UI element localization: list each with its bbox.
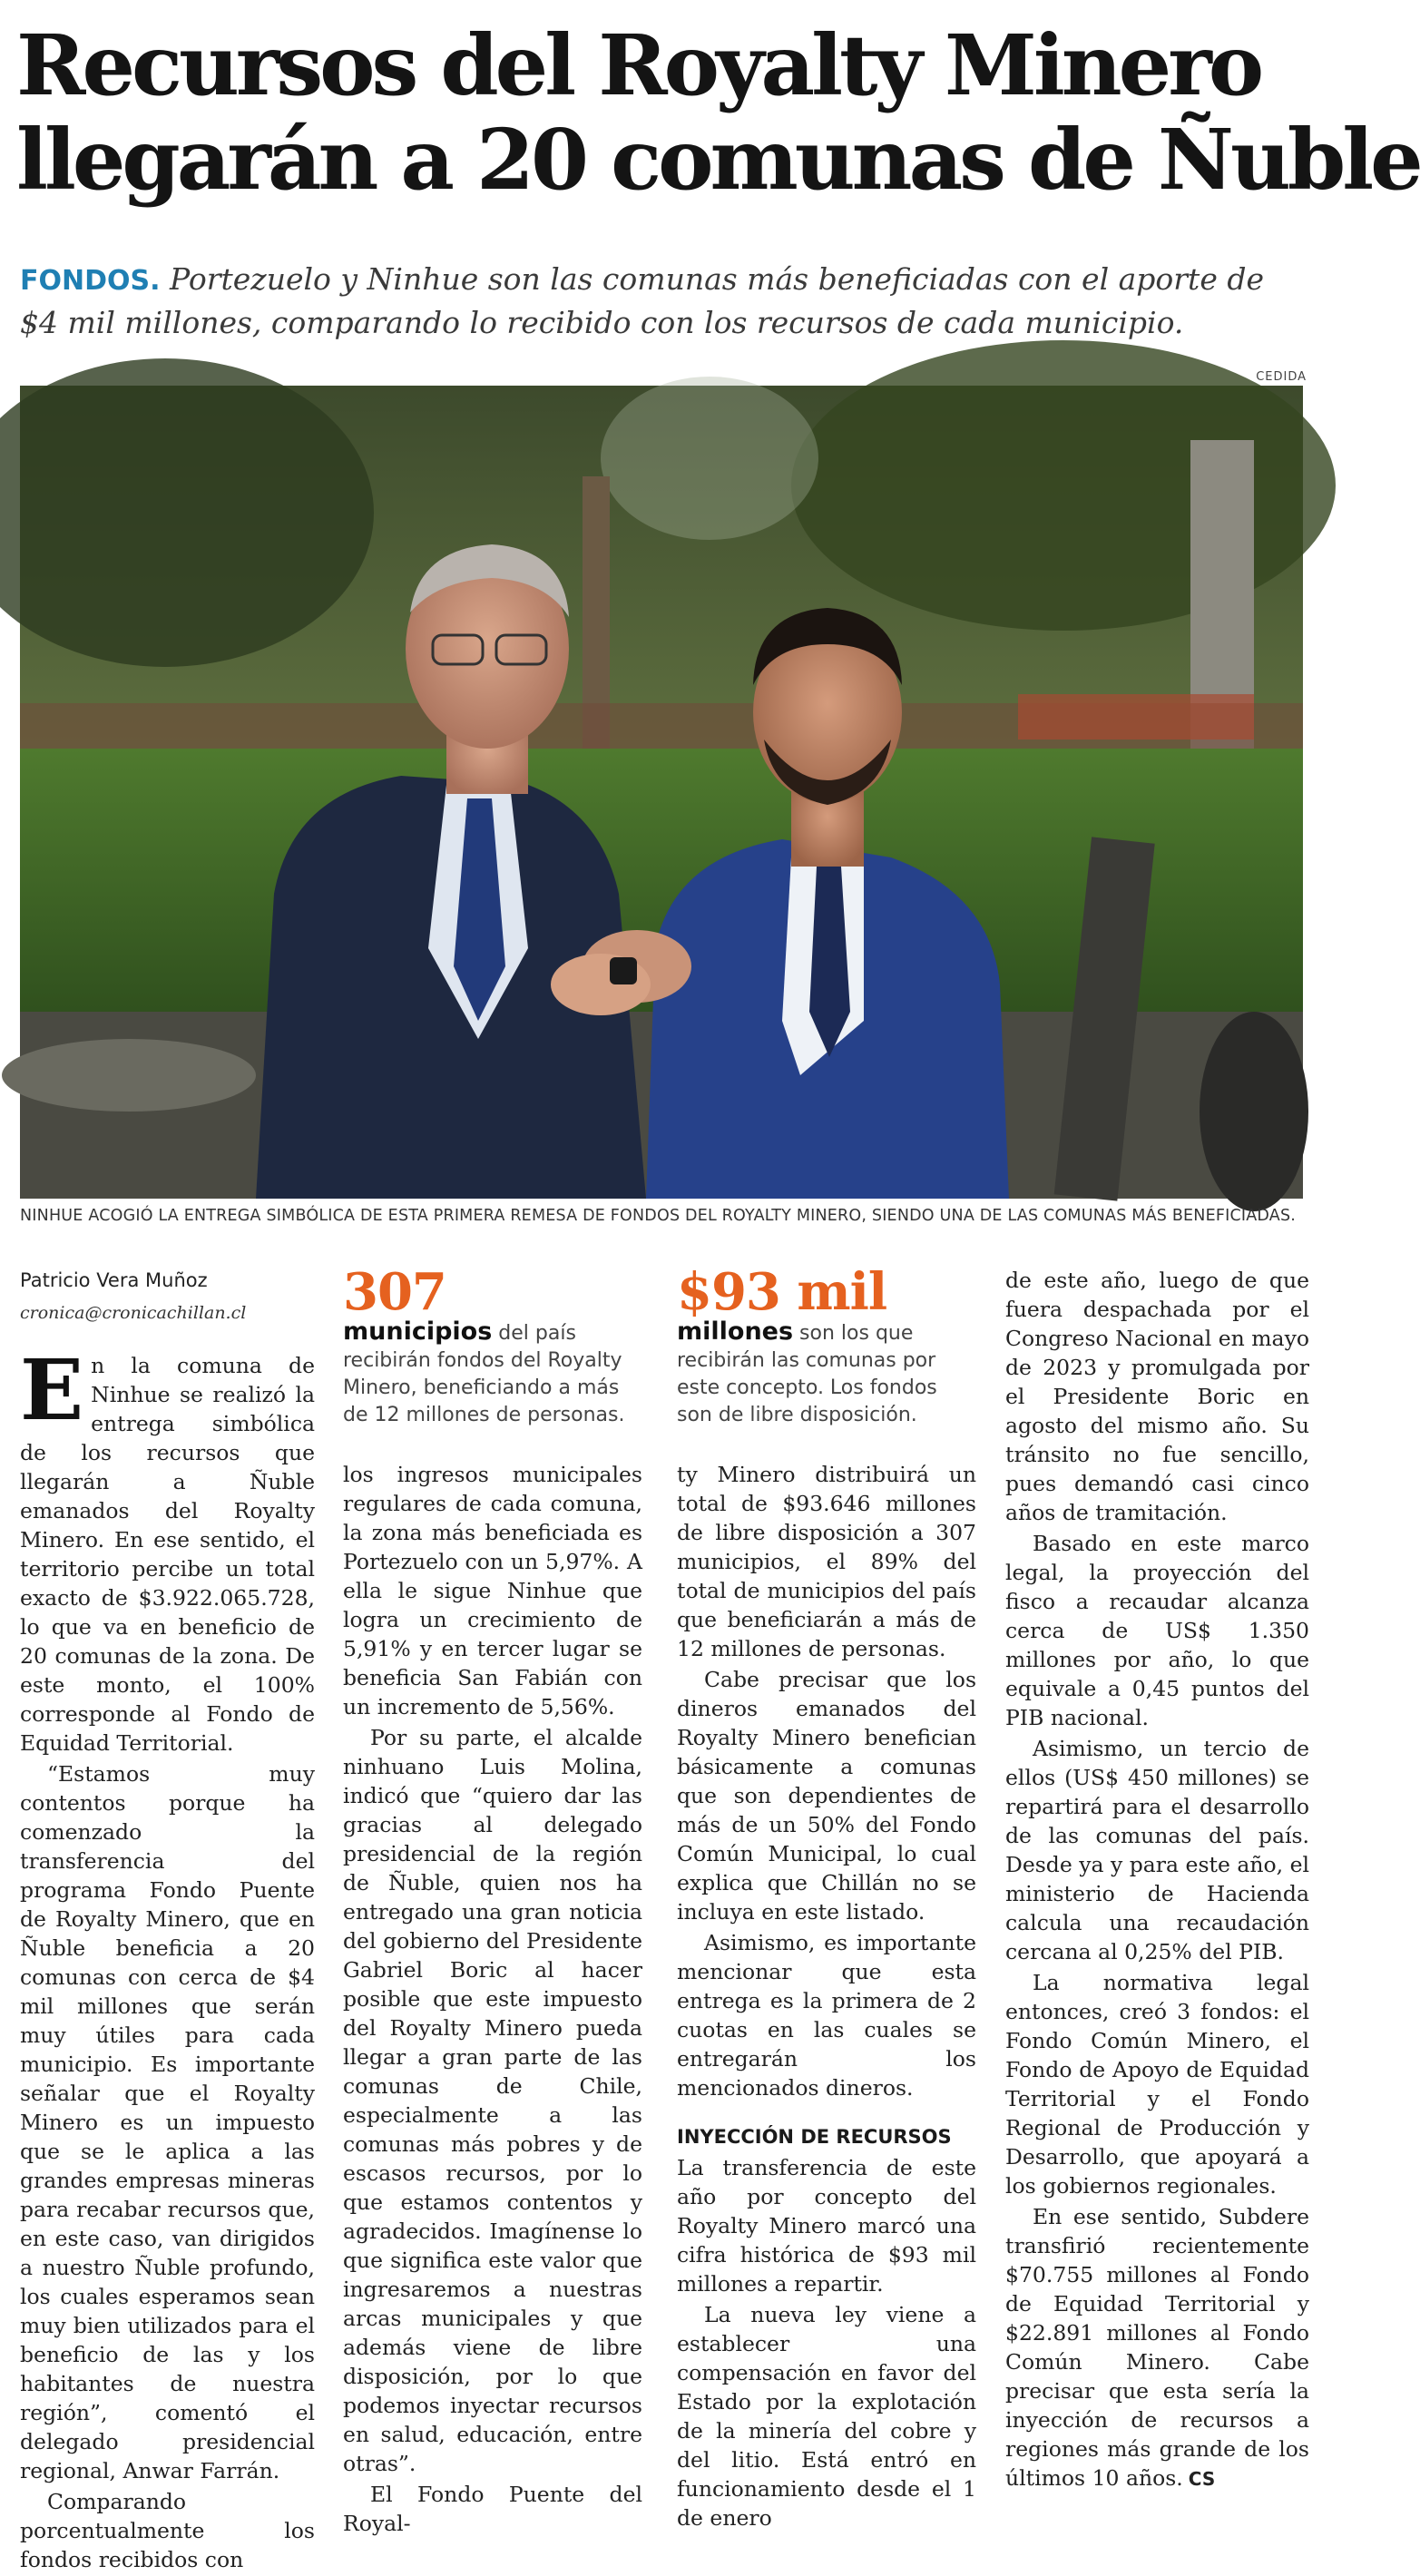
column-3 [677, 1262, 976, 2534]
highlight-rest: son los que recibirán las comunas por este concepto. Los fondos son de libre disposición. [677, 1322, 937, 1426]
paragraph: Asimismo, un tercio de ellos (US$ 450 millones) se repartirá para el desarrollo de las comunas del país. Desde ya y para este año, el ministerio de Hacienda calcula una recaudación cercana al 0,25% del PIB. [1005, 1736, 1309, 1964]
drop-cap: E [20, 1341, 84, 1439]
paragraph [1005, 2202, 1309, 2493]
paragraph: ty Minero distribuirá un total de $93.646 millones de libre disposición a 307 municipios, el 89% del total de municipios del país que beneficiarán a más de 12 millones de personas. [677, 1462, 976, 1661]
paragraph: La nueva ley viene a establecer una compensación en favor del Estado por la explotación de la minería del cobre y del litio. Está entró en funcionamiento desde el 1 de enero [677, 2302, 976, 2531]
headline [16, 16, 1420, 209]
highlight-bold: municipios [343, 1317, 493, 1346]
highlight-text [343, 1318, 642, 1429]
lede-tag: FONDOS. [20, 265, 161, 297]
highlight-number: 307 [343, 1262, 446, 1322]
headline-line-2: llegarán a 20 comunas de Ñuble [16, 111, 1420, 209]
section-subhead: INYECCIÓN DE RECURSOS [677, 2126, 952, 2148]
paragraph: de este año, luego de que fuera despachada por el Congreso Nacional en mayo de 2023 y promulgada por el Presidente Boric en agosto del mismo año. Su tránsito no fue sencillo, pues demandó casi cinco años de tramitación. [1005, 1268, 1309, 1525]
lede-text: Portezuelo y Ninhue son las comunas más beneficiadas con el aporte de $4 mil millones, comparando lo recibido con los recursos de cada municipio. [20, 261, 1264, 340]
headline-line-1: Recursos del Royalty Minero [16, 16, 1261, 114]
paragraph: El Fondo Puente del Royal- [343, 2482, 642, 2536]
photo-credit: CEDIDA [1256, 370, 1307, 384]
paragraph: Cabe precisar que los dineros emanados del Royalty Minero benefician básicamente a comunas que son dependientes de más de un 50% del Fondo Común Municipal, lo cual explica que Chillán no se incluya en este listado. [677, 1667, 976, 1925]
highlight-rest: del país recibirán fondos del Royalty Minero, beneficiando a más de 12 millones de personas. [343, 1322, 625, 1426]
photo-caption: NINHUE ACOGIÓ LA ENTREGA SIMBÓLICA DE ESTA PRIMERA REMESA DE FONDOS DEL ROYALTY MINERO, SIENDO UNA DE LAS COMUNAS MÁS BENEFICIADAS. [20, 1207, 1297, 1225]
column-2 [343, 1262, 642, 2540]
article-photo [20, 386, 1303, 1199]
author-email[interactable]: cronica@cronicachillan.cl [20, 1303, 247, 1323]
paragraph: “Estamos muy contentos porque ha comenzado la transferencia del programa Fondo Puente de Royalty Minero, que en Ñuble beneficia a 20 comunas con cerca de $4 mil millones que serán muy útiles para cada municipio. Es importante señalar que el Royalty Minero es un impuesto que se le aplica a las grandes empresas mineras para recabar recursos que, en este caso, van dirigidos a nuestro Ñuble profundo, los cuales esperamos sean muy bien utilizados para el beneficio de las y los habitantes de nuestra región”, comentó el delegado presidencial regional, Anwar Farrán. [20, 1761, 315, 2483]
paragraph-text: En ese sentido, Subdere transfirió recientemente $70.755 millones al Fondo de Equidad Territorial y $22.891 millones al Fondo Común Minero. Cabe precisar que esta sería la inyección de recursos a regiones más grande de los últimos 10 años. [1005, 2204, 1309, 2491]
paragraph: Comparando porcentualmente los fondos recibidos con [20, 2489, 315, 2572]
author-name: Patricio Vera Muñoz [20, 1269, 208, 1291]
paragraph: Asimismo, es importante mencionar que esta entrega es la primera de 2 cuotas en las cuales se entregarán los mencionados dineros. [677, 1930, 976, 2101]
paragraph: los ingresos municipales regulares de cada comuna, la zona más beneficiada es Portezuelo con un 5,97%. A ella le sigue Ninhue que logra un crecimiento de 5,91% y en tercer lugar se beneficia San Fabián con un incremento de 5,56%. [343, 1462, 642, 1719]
paragraph: Por su parte, el alcalde ninhuano Luis Molina, indicó que “quiero dar las gracias al delegado presidencial de la región de Ñuble, quien nos ha entregado una gran noticia del gobierno del Presidente Gabriel Boric al hacer posible que este impuesto del Royalty Minero pueda llegar a gran parte de las comunas de Chile, especialmente a las comunas más pobres y de escasos recursos, por lo que estamos contentos y agradecidos. Imagínense lo que significa este valor que ingresaremos a nuestras arcas municipales y que además viene de libre disposición, por lo que podemos inyectar recursos en salud, educación, entre otras”. [343, 1725, 642, 2476]
highlight-number: $93 mil [677, 1262, 887, 1322]
column-4 [1005, 1266, 1309, 2495]
paragraph: Basado en este marco legal, la proyección del fisco a recaudar alcanza cerca de US$ 1.350 millones por año, lo que equivale a 0,45 puntos del PIB nacional. [1005, 1531, 1309, 1730]
column-1 [20, 1266, 315, 2576]
paragraph [20, 1341, 315, 1758]
paragraph: La transferencia de este año por concepto del Royalty Minero marcó una cifra histórica de $93 mil millones a repartir. [677, 2155, 976, 2297]
lede [20, 259, 1308, 344]
paragraph-text: n la comuna de Ninhue se realizó la entrega simbólica de los recursos que llegarán a Ñuble emanados del Royalty Minero. En ese sentido, el territorio percibe un total exacto de $3.922.065.728, lo que va en beneficio de 20 comunas de la zona. De este monto, el 100% corresponde al Fondo de Equidad Territorial. [20, 1353, 315, 1756]
end-mark: CS [1188, 2468, 1216, 2490]
paragraph: La normativa legal entonces, creó 3 fondos: el Fondo Común Minero, el Fondo de Apoyo de Equidad Territorial y el Fondo Regional de Producción y Desarrollo, que apoyará a los gobiernos regionales. [1005, 1970, 1309, 2199]
highlight-bold: millones [677, 1317, 794, 1346]
highlight-text [677, 1318, 976, 1429]
